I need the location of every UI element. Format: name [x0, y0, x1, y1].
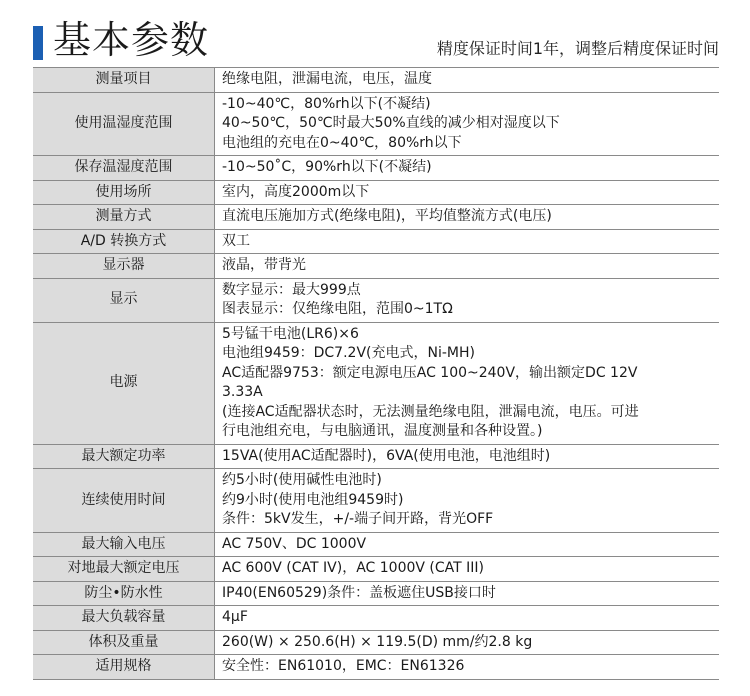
spec-value-line: 260(W) × 250.6(H) × 119.5(D) mm/约2.8 kg [222, 633, 533, 650]
table-row [33, 655, 719, 680]
table-row [33, 156, 719, 181]
table-row [33, 444, 719, 469]
spec-value-line: 3.33A [222, 384, 263, 400]
spec-value [215, 254, 720, 279]
spec-value [215, 630, 720, 655]
spec-value [215, 156, 720, 181]
spec-label: 适用规格 [33, 655, 215, 680]
spec-value-line: 双工 [222, 232, 250, 249]
spec-value [215, 655, 720, 680]
table-row [33, 322, 719, 444]
table-row [33, 229, 719, 254]
spec-value [215, 229, 720, 254]
spec-label: 测量方式 [33, 205, 215, 230]
spec-label: A/D 转换方式 [33, 229, 215, 254]
spec-value [215, 581, 720, 606]
spec-value [215, 205, 720, 230]
spec-value [215, 278, 720, 322]
spec-label: 最大输入电压 [33, 532, 215, 557]
spec-label: 使用温湿度范围 [33, 92, 215, 156]
spec-value-line: 15VA(使用AC适配器时)，6VA(使用电池，电池组时) [222, 447, 551, 464]
spec-label: 保存温湿度范围 [33, 156, 215, 181]
spec-value-line: 40~50℃，50℃时最大50%直线的减少相对湿度以下 [222, 115, 560, 131]
spec-value-line: 4μF [222, 609, 248, 625]
table-row [33, 68, 719, 93]
spec-value-line: 5号锰干电池(LR6)×6 [222, 325, 359, 342]
spec-value-line: AC 750V、DC 1000V [222, 535, 367, 552]
table-row [33, 92, 719, 156]
spec-value-line: 绝缘电阻，泄漏电流，电压，温度 [222, 71, 432, 87]
spec-label: 防尘•防水性 [33, 581, 215, 606]
spec-value [215, 92, 720, 156]
page-subtitle: 精度保证时间1年，调整后精度保证时间 [436, 39, 719, 58]
spec-label: 体积及重量 [33, 630, 215, 655]
spec-label: 使用场所 [33, 180, 215, 205]
spec-value-line: 电池组9459：DC7.2V(充电式，Ni-MH) [222, 345, 475, 361]
spec-label: 最大负载容量 [33, 606, 215, 631]
table-row [33, 254, 719, 279]
spec-table [33, 67, 719, 680]
table-row [33, 469, 719, 533]
spec-label: 显示器 [33, 254, 215, 279]
spec-value-line: AC适配器9753：额定电源电压AC 100~240V，输出额定DC 12V [222, 364, 638, 381]
spec-label: 最大额定功率 [33, 444, 215, 469]
table-row [33, 205, 719, 230]
spec-value-line: 行电池组充电，与电脑通讯，温度测量和各种设置。) [222, 423, 543, 439]
spec-value-line: 约9小时(使用电池组9459时) [222, 491, 404, 508]
spec-value-line: 室内，高度2000m以下 [222, 183, 370, 200]
spec-value [215, 322, 720, 444]
spec-value [215, 469, 720, 533]
spec-label: 对地最大额定电压 [33, 557, 215, 582]
spec-value-line: 数字显示：最大999点 [222, 281, 361, 298]
table-row [33, 557, 719, 582]
spec-value-line: 液晶，带背光 [222, 257, 306, 273]
spec-value-line: 条件：5kV发生，+/-端子间开路，背光OFF [222, 511, 494, 527]
spec-value [215, 444, 720, 469]
spec-value-line: AC 600V (CAT IV)，AC 1000V (CAT III) [222, 560, 484, 576]
page-title: 基本参数 [53, 18, 210, 62]
spec-label: 显示 [33, 278, 215, 322]
spec-value [215, 557, 720, 582]
table-row [33, 606, 719, 631]
spec-value [215, 68, 720, 93]
spec-value-line: 约5小时(使用碱性电池时) [222, 472, 382, 488]
spec-value-line: IP40(EN60529)条件：盖板遮住USB接口时 [222, 584, 496, 601]
spec-value-line: 直流电压施加方式(绝缘电阻)，平均值整流方式(电压) [222, 208, 552, 224]
spec-label: 电源 [33, 322, 215, 444]
section-header [33, 18, 733, 66]
spec-label: 连续使用时间 [33, 469, 215, 533]
spec-label: 测量项目 [33, 68, 215, 93]
spec-value-line: 安全性：EN61010，EMC：EN61326 [222, 658, 465, 674]
spec-value-line: (连接AC适配器状态时，无法测量绝缘电阻，泄漏电流，电压。可进 [222, 403, 639, 420]
title-accent-bar [33, 26, 43, 60]
table-row [33, 278, 719, 322]
table-row [33, 630, 719, 655]
spec-value [215, 606, 720, 631]
spec-value-line: -10~40℃，80%rh以下(不凝结) [222, 95, 431, 112]
spec-value [215, 180, 720, 205]
spec-value-line: 电池组的充电在0~40℃，80%rh以下 [222, 134, 462, 151]
table-row [33, 532, 719, 557]
table-row [33, 180, 719, 205]
spec-table-body [33, 68, 719, 680]
spec-value-line: 图表显示：仅绝缘电阻，范围0~1TΩ [222, 301, 453, 317]
spec-value [215, 532, 720, 557]
spec-value-line: -10~50˚C，90%rh以下(不凝结) [222, 159, 432, 175]
table-row [33, 581, 719, 606]
